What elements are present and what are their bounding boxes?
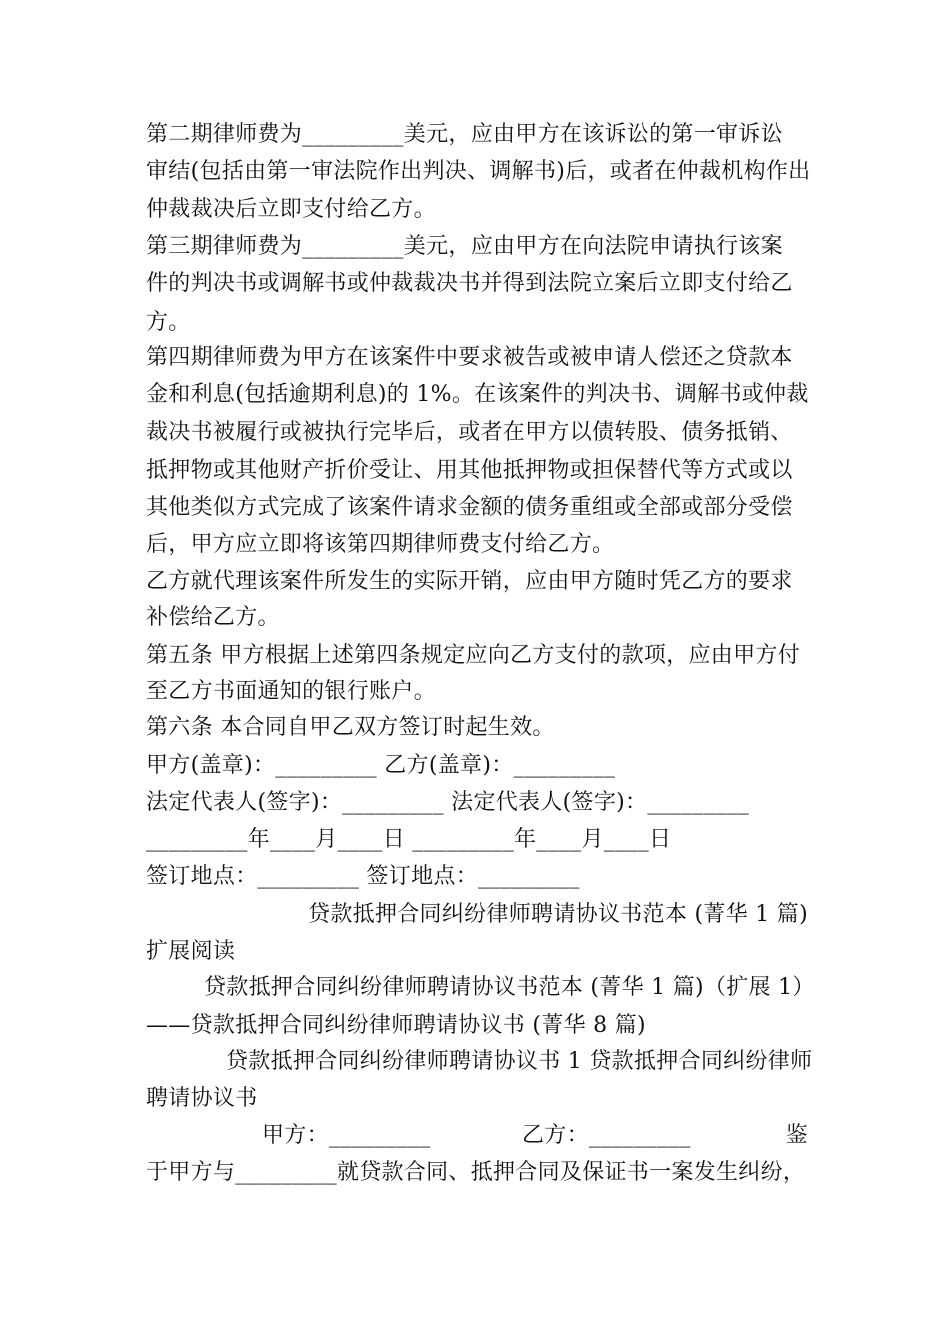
paragraph-line: 补偿给乙方。 [146, 605, 280, 630]
article-line: 至乙方书面通知的银行账户。 [146, 679, 436, 704]
paragraph-line: 件的判决书或调解书或仲裁裁决书并得到法院立案后立即支付给乙 [146, 271, 793, 296]
place-line: 签订地点：_________ 签订地点：_________ [146, 864, 580, 889]
paragraph-line: 其他类似方式完成了该案件请求金额的债务重组或全部或部分受偿 [146, 495, 793, 520]
paragraph-line: 裁决书被履行或被执行完毕后，或者在甲方以债转股、债务抵销、 [146, 420, 793, 445]
paragraph-line: 第四期律师费为甲方在该案件中要求被告或被申请人偿还之贷款本 [146, 345, 793, 370]
party-a: 甲方：_________ [262, 1123, 431, 1148]
extension-heading: ——贷款抵押合同纠纷律师聘请协议书 (菁华 8 篇) [146, 1013, 646, 1038]
paragraph-line: 后，甲方应立即将该第四期律师费支付给乙方。 [146, 532, 615, 557]
parties-tail: 鉴 [785, 1123, 808, 1148]
paragraph-line: 审结(包括由第一审法院作出判决、调解书)后，或者在仲裁机构作出 [146, 159, 811, 184]
paragraph-line: 抵押物或其他财产折价受让、用其他抵押物或担保替代等方式或以 [146, 458, 793, 483]
paragraph-line: 方。 [146, 310, 191, 335]
seal-line: 甲方(盖章)：_________ 乙方(盖章)：_________ [146, 753, 616, 778]
article-line: 第六条 本合同自甲乙双方签订时起生效。 [146, 715, 555, 740]
paragraph-line: 仲裁裁决后立即支付给乙方。 [146, 197, 436, 222]
paragraph-line: 第二期律师费为_________美元，应由甲方在该诉讼的第一审诉讼 [146, 122, 783, 147]
paragraph-line: 第三期律师费为_________美元，应由甲方在向法院申请执行该案 [146, 234, 783, 259]
agreement-heading: 聘请协议书 [146, 1086, 258, 1111]
extended-reading-label: 扩展阅读 [146, 939, 236, 964]
article-line: 第五条 甲方根据上述第四条规定应向乙方支付的款项，应由甲方付 [146, 643, 800, 668]
paragraph-line: 乙方就代理该案件所发生的实际开销，应由甲方随时凭乙方的要求 [146, 569, 793, 594]
paragraph-line: 金和利息(包括逾期利息)的 1%。在该案件的判决书、调解书或仲裁 [146, 382, 809, 407]
document-title: 贷款抵押合同纠纷律师聘请协议书范本 (菁华 1 篇) [308, 902, 808, 927]
paragraph-line: 于甲方与_________就贷款合同、抵押合同及保证书一案发生纠纷， [146, 1160, 806, 1185]
representative-line: 法定代表人(签字)：_________ 法定代表人(签字)：_________ [146, 790, 750, 815]
party-b: 乙方：_________ [522, 1123, 691, 1148]
extension-heading: 贷款抵押合同纠纷律师聘请协议书范本 (菁华 1 篇)（扩展 1） [204, 975, 815, 1000]
agreement-heading: 贷款抵押合同纠纷律师聘请协议书 1 贷款抵押合同纠纷律师 [226, 1049, 813, 1074]
date-line: _________年____月____日 _________年____月____日 [146, 827, 672, 852]
